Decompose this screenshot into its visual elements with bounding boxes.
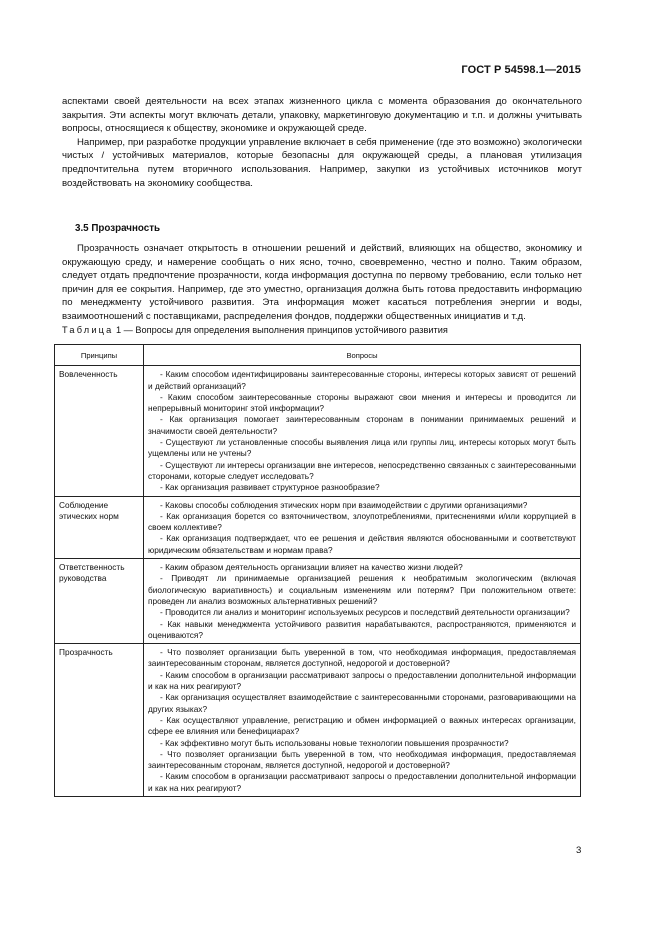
principles-table bbox=[54, 344, 581, 797]
questions-cell bbox=[144, 496, 581, 558]
table-header-row bbox=[55, 345, 581, 366]
question-item: - Приводят ли принимаемые организацией решения к необратимым экологическим (включая биологическую вариативность) и социальным изменениям или потерям? При положительном ответе: проведен ли анализ возможных альтернативных решений? bbox=[148, 573, 576, 606]
header-questions: Вопросы bbox=[144, 345, 581, 366]
principle-cell: Вовлеченность bbox=[55, 366, 144, 496]
question-item: - Существуют ли установленные способы выявления лица или группы лиц, интересы которых могут быть ущемлены или не учтены? bbox=[148, 437, 576, 459]
question-item: - Каким способом в организации рассматривают запросы о предоставлении дополнительной информации и как на них реагируют? bbox=[148, 669, 576, 692]
questions-cell bbox=[144, 366, 581, 496]
question-item: - Проводится ли анализ и мониторинг используемых ресурсов и последствий деятельности организации? bbox=[160, 607, 570, 618]
question-item: - Каковы способы соблюдения этических норм при взаимодействии с другими организациями? bbox=[160, 499, 528, 510]
question-item: - Каким образом деятельность организации влияет на качество жизни людей? bbox=[160, 562, 463, 573]
principle-cell: Прозрачность bbox=[55, 644, 144, 797]
questions-cell bbox=[144, 559, 581, 644]
table-row bbox=[55, 496, 581, 558]
question-item: - Как организация осуществляет взаимодействие с заинтересованными сторонами, разговаривающими на других языках? bbox=[148, 692, 576, 714]
question-item: - Каким способом заинтересованные стороны выражают свои мнения и интересы и проводится ли непрерывный мониторинг этой информации? bbox=[148, 391, 576, 414]
question-item: - Как эффективно могут быть использованы новые технологии повышения прозрачности? bbox=[160, 737, 509, 748]
principle-cell: Соблюдение этических норм bbox=[55, 496, 144, 558]
question-item: - Что позволяет организации быть уверенной в том, что необходимая информация, предоставляемая заинтересованным сторонам, является доступной, недорогой и достоверной? bbox=[148, 748, 576, 771]
table-caption-label: Таблица bbox=[62, 325, 114, 335]
question-item: - Каким способом в организации рассматривают запросы о предоставлении дополнительной информации и как на них реагируют? bbox=[148, 771, 576, 793]
intro-text bbox=[62, 95, 582, 190]
question-item: - Как осуществляют управление, регистрацию и обмен информацией о важных интересах организации, сфере ее влияния или бенефициарах? bbox=[148, 714, 576, 737]
section-paragraph: Прозрачность означает открытость в отношении решений и действий, влияющих на общество, экономику и окружающую среду, и намерение сообщать о них ясно, точно, своевременно, честно и полно. Таким образом, следует отдать предпочтение прозрачности, когда информация доступна по первому требованию, если только нет причин для ее сокрытия. Например, где это уместно, организация должна быть готова предоставить информацию по менеджменту устойчивого развития. Эта информация может касаться потребления энергии и воды, взаимоотношений с поставщиками, распределения фондов, поддержки общественных инициатив и т.д. bbox=[62, 243, 582, 322]
principle-cell: Ответственность руководства bbox=[55, 559, 144, 644]
table-caption-text: 1 — Вопросы для определения выполнения принципов устойчивого развития bbox=[113, 325, 448, 335]
question-item: - Как организация развивает структурное разнообразие? bbox=[160, 482, 380, 493]
header-principles: Принципы bbox=[55, 345, 144, 366]
question-item: - Как организация борется со взяточничеством, злоупотреблениями, притеснениями и/или коррупцией в своем коллективе? bbox=[148, 510, 576, 533]
section-title: 3.5 Прозрачность bbox=[75, 223, 161, 234]
paragraph-continuation: аспектами своей деятельности на всех этапах жизненного цикла с момента образования до окончательного закрытия. Эти аспекты могут включать детали, упаковку, маркетинговую документацию и т.п. и должны учитывать вопросы, относящиеся к обществу, экономике и окружающей среде. bbox=[62, 96, 582, 135]
question-item: - Что позволяет организации быть уверенной в том, что необходимая информация, предоставляемая заинтересованным сторонам, является доступной, недорогой и достоверной? bbox=[148, 647, 576, 669]
table-row bbox=[55, 644, 581, 797]
page-number: 3 bbox=[576, 845, 582, 856]
question-item: - Существуют ли интересы организации вне интересов, непосредственно связанных с заинтересованными сторонами, которые следует исследовать? bbox=[148, 459, 576, 481]
table-row bbox=[55, 366, 581, 496]
question-item: - Как организация подтверждает, что ее решения и действия являются обоснованными и соответствуют юридическим обязательствам и нормам права? bbox=[148, 533, 576, 555]
section-text bbox=[62, 242, 582, 324]
question-item: - Каким способом идентифицированы заинтересованные стороны, интересы которых зависят от решений и действий организаций? bbox=[148, 369, 576, 391]
question-item: - Как навыки менеджмента устойчивого развития нарабатываются, распространяются, применяются и оцениваются? bbox=[148, 618, 576, 640]
document-code-header: ГОСТ Р 54598.1—2015 bbox=[461, 64, 581, 76]
questions-cell bbox=[144, 644, 581, 797]
paragraph-example: Например, при разработке продукции управление включает в себя применение (где это возможно) экологически чистых / устойчивых материалов, которые безопасны для окружающей среды, а плановая утилизация предпочтительна путем вторичного использования. Например, закупки из устойчивых источников могут воздействовать на экономику сообщества. bbox=[62, 136, 582, 189]
question-item: - Как организация помогает заинтересованным сторонам в понимании принимаемых решений и значимости своей деятельности? bbox=[148, 414, 576, 436]
table-caption bbox=[62, 325, 448, 335]
table-row bbox=[55, 559, 581, 644]
